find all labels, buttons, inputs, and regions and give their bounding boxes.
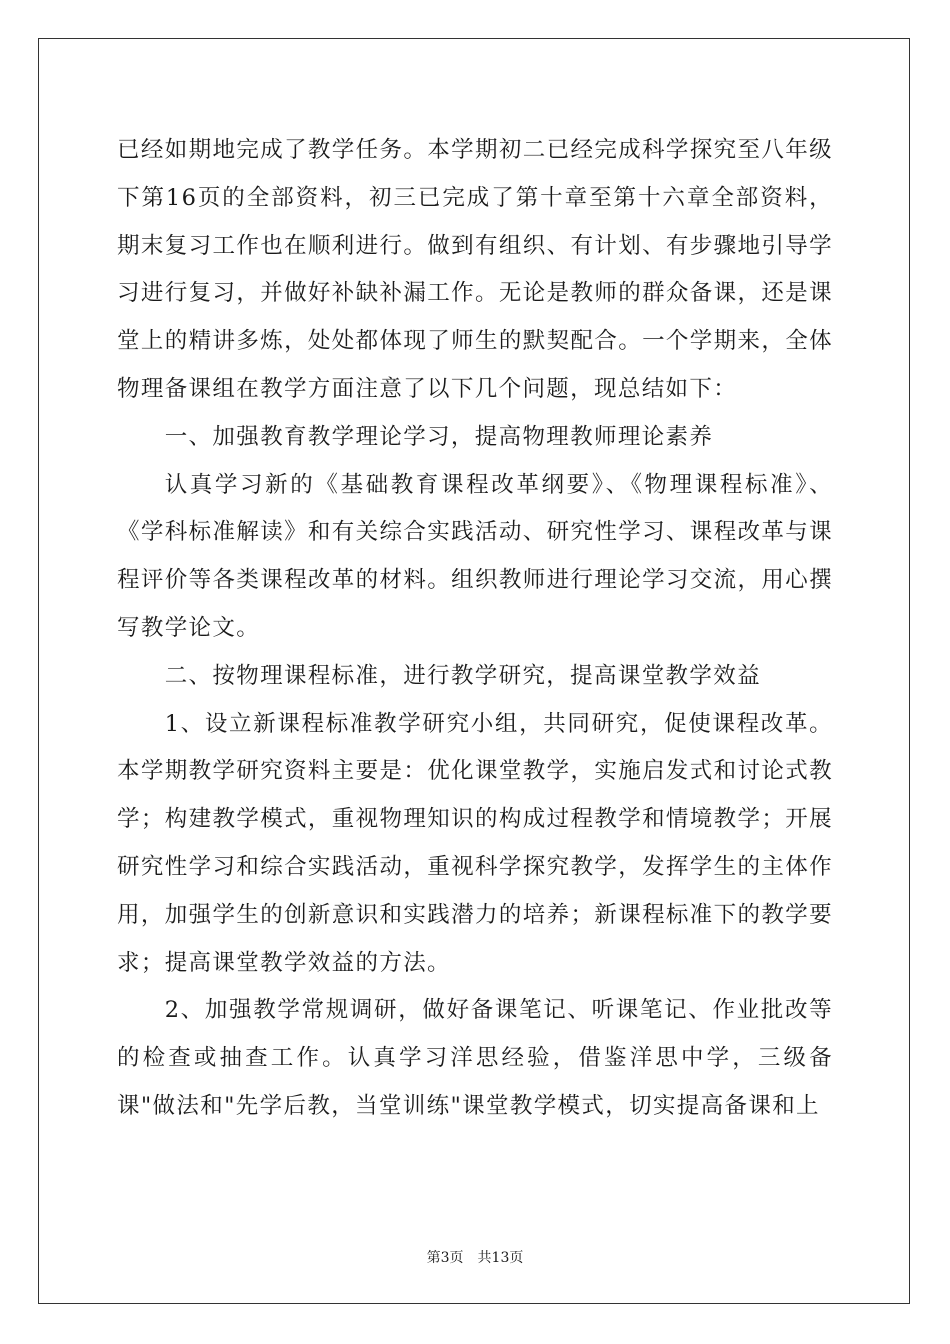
page-footer (0, 1248, 950, 1268)
paragraph-item-1: 1、设立新课程标准教学研究小组，共同研究，促使课程改革。本学期教学研究资料主要是：优化课堂教学，实施启发式和讨论式教学；构建教学模式，重视物理知识的构成过程教学和情境教学；开展研究性学习和综合实践活动，重视科学探究教学，发挥学生的主体作用，加强学生的创新意识和实践潜力的培养；新课程标准下的教学要求；提高课堂教学效益的方法。 (117, 710, 833, 976)
paragraph-item-2: 2、加强教学常规调研，做好备课笔记、听课笔记、作业批改等的检查或抽查工作。认真学习洋思经验，借鉴洋思中学，三级备课"做法和"先学后教，当堂训练"课堂教学模式，切实提高备课和上 (117, 997, 833, 1119)
document-body (117, 127, 833, 1131)
paragraph-theory-study: 认真学习新的《基础教育课程改革纲要》、《物理课程标准》、《学科标准解读》和有关综合实践活动、研究性学习、课程改革与课程评价等各类课程改革的材料。组织教师进行理论学习交流，用心撰写教学论文。 (117, 471, 833, 641)
section-heading-1: 一、加强教育教学理论学习，提高物理教师理论素养 (164, 423, 714, 450)
page-number: 第3页 (426, 1250, 464, 1266)
section-heading-2: 二、按物理课程标准，进行教学研究，提高课堂教学效益 (164, 662, 761, 689)
page-total: 共13页 (477, 1250, 524, 1266)
paragraph-intro: 已经如期地完成了教学任务。本学期初二已经完成科学探究至八年级下第16页的全部资料，初三已完成了第十章至第十六章全部资料，期末复习工作也在顺利进行。做到有组织、有计划、有步骤地引导学习进行复习，并做好补缺补漏工作。无论是教师的群众备课，还是课堂上的精讲多炼，处处都体现了师生的默契配合。一个学期来，全体物理备课组在教学方面注意了以下几个问题，现总结如下： (117, 137, 833, 402)
